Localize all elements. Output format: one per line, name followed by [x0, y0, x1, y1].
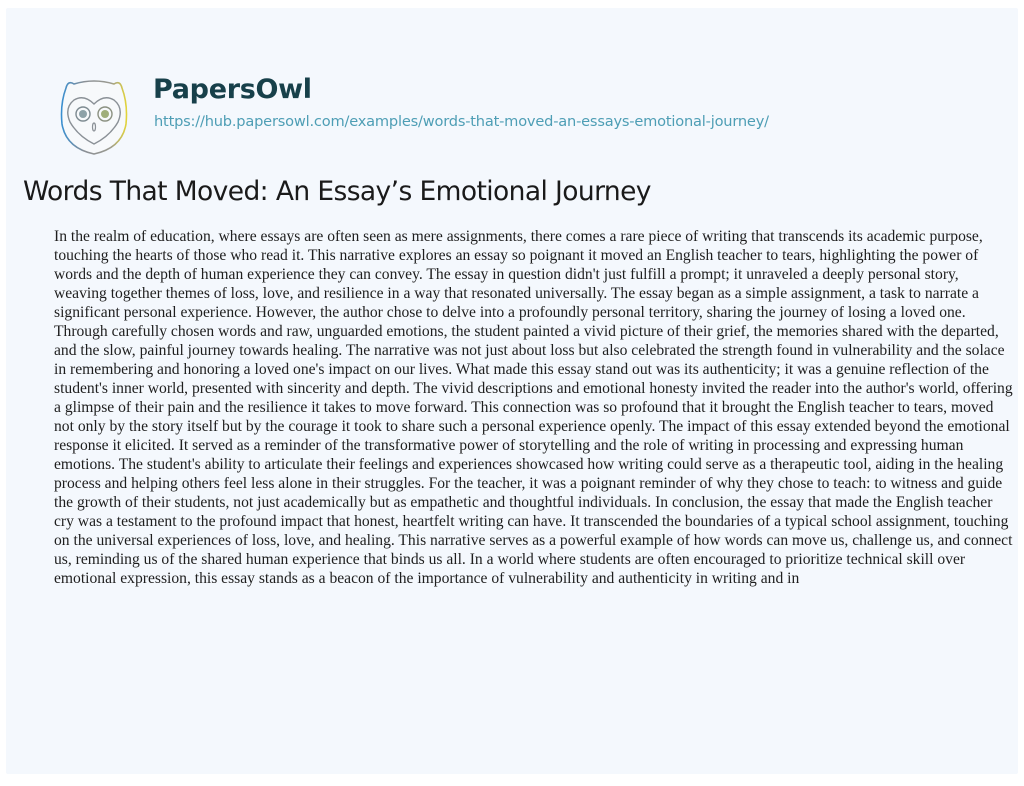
- page-card: [6, 8, 1018, 774]
- owl-logo-icon: [56, 74, 132, 158]
- essay-title: Words That Moved: An Essay’s Emotional Journey: [23, 176, 651, 207]
- brand-name: PapersOwl: [153, 74, 312, 105]
- header: [6, 8, 1018, 168]
- source-url-link[interactable]: https://hub.papersowl.com/examples/words-that-moved-an-essays-emotional-journey/: [154, 113, 769, 130]
- essay-body-text: In the realm of education, where essays are often seen as mere assignments, there comes a rare piece of writing that transcends its academic purpose, touching the hearts of those who read it. This narrative explores an essay so poignant it moved an English teacher to tears, highlighting the power of words and the depth of human experience they can convey. The essay in question didn't just fulfill a prompt; it unraveled a deeply personal story, weaving together themes of loss, love, and resilience in a way that resonated universally. The essay began as a simple assignment, a task to narrate a significant personal experience. However, the author chose to delve into a profoundly personal territory, sharing the journey of losing a loved one. Through carefully chosen words and raw, unguarded emotions, the student painted a vivid picture of their grief, the memories shared with the departed, and the slow, painful journey towards healing. The narrative was not just about loss but also celebrated the strength found in vulnerability and the solace in remembering and honoring a loved one's impact on our lives. What made this essay stand out was its authenticity; it was a genuine reflection of the student's inner world, presented with sincerity and depth. The vivid descriptions and emotional honesty invited the reader into the author's world, offering a glimpse of their pain and the resilience it takes to move forward. This connection was so profound that it brought the English teacher to tears, moved not only by the story itself but by the courage it took to share such a personal experience openly. The impact of this essay extended beyond the emotional response it elicited. It served as a reminder of the transformative power of storytelling and the role of writing in processing and expressing human emotions. The student's ability to articulate their feelings and experiences showcased how writing could serve as a therapeutic tool, aiding in the healing process and helping others feel less alone in their struggles. For the teacher, it was a poignant reminder of why they chose to teach: to witness and guide the growth of their students, not just academically but as empathetic and thoughtful individuals. In conclusion, the essay that made the English teacher cry was a testament to the profound impact that honest, heartfelt writing can have. It transcended the boundaries of a typical school assignment, touching on the universal experiences of loss, love, and healing. This narrative serves as a powerful example of how words can move us, challenge us, and connect us, reminding us of the shared human experience that binds us all. In a world where students are often encouraged to prioritize technical skill over emotional expression, this essay stands as a beacon of the importance of vulnerability and authenticity in writing and in: [54, 228, 1013, 587]
